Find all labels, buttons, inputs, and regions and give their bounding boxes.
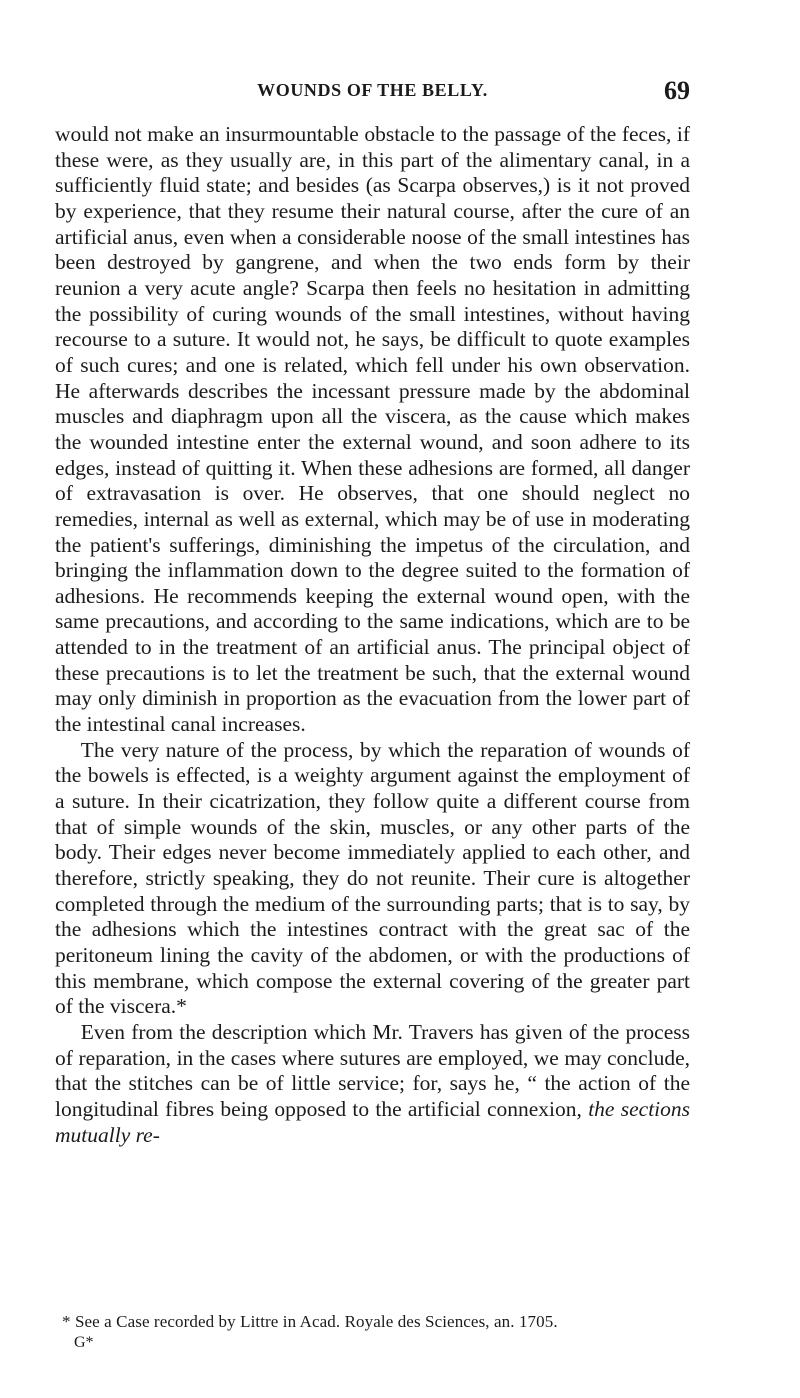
footnote: * See a Case recorded by Littre in Acad. Royale des Sciences, an. 1705.: [62, 1312, 558, 1331]
running-head: [55, 76, 690, 106]
paragraph-travers-description: [55, 1020, 690, 1148]
paragraph-travers-text: Even from the description which Mr. Travers has given of the process of reparation, in the cases where sutures are employed, we may conclude, that the stitches can be of little service; for, says he, “ the action of the longitudinal fibres being opposed to the artificial connexion,: [55, 1019, 690, 1121]
page-number: 69: [664, 76, 690, 105]
paragraph-continued: would not make an insurmountable obstacle to the passage of the feces, if these were, as they usually are, in this part of the alimentary canal, in a sufficiently fluid state; and besides (as Scarpa observes,) is it not proved by experience, that they resume their natural course, after the cure of an artificial anus, even when a considerable noose of the small intestines has been destroyed by gangrene, and when the two ends form by their reunion a very acute angle? Scarpa then feels no hesitation in admitting the possibility of curing wounds of the small intestines, without having recourse to a suture. It would not, he says, be difficult to quote examples of such cures; and one is related, which fell under his own observation. He afterwards describes the incessant pressure made by the abdominal muscles and diaphragm upon all the viscera, as the cause which makes the wounded intestine enter the external wound, and soon adhere to its edges, instead of quitting it. When these adhesions are formed, all danger of extravasation is over. He observes, that one should neglect no remedies, internal as well as external, which may be of use in moderating the patient's sufferings, diminishing the impetus of the circulation, and bringing the inflammation down to the degree suited to the formation of adhesions. He recommends keeping the external wound open, with the same precautions, and according to the same indications, which are to be attended to in the treatment of an artificial anus. The principal object of these precautions is to let the treatment be such, that the external wound may only diminish in proportion as the evacuation from the lower part of the intestinal canal increases.: [55, 122, 690, 737]
paragraph-process-of-reparation: The very nature of the process, by which the reparation of wounds of the bowels is effected, is a weighty argument against the employment of a suture. In their cicatrization, they follow quite a different course from that of simple wounds of the skin, muscles, or any other parts of the body. Their edges never become immediately applied to each other, and therefore, strictly speaking, they do not reunite. Their cure is altogether completed through the medium of the surrounding parts; that is to say, by the adhesions which the intestines contract with the great sac of the peritoneum lining the cavity of the abdomen, or with the productions of this membrane, which compose the external covering of the greater part of the viscera.*: [55, 737, 690, 1019]
italic-quotation-fragment: the sections mutually re-: [55, 1096, 691, 1147]
body-text: [55, 122, 690, 1148]
page-header-title: WOUNDS OF THE BELLY.: [257, 80, 488, 100]
signature-mark: G*: [74, 1334, 94, 1351]
